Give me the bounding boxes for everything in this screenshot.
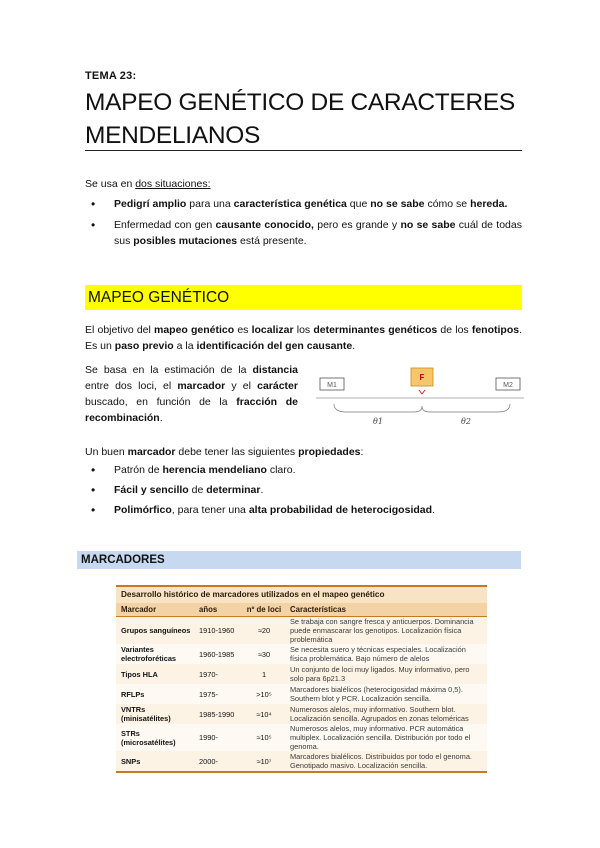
list-item: • Pedigrí amplio para una característica genética que no se sabe cómo se hereda. bbox=[85, 196, 522, 212]
properties-lead: Un buen marcador debe tener las siguientes propiedades: bbox=[85, 446, 364, 458]
table-cell: STRs (microsatélites) bbox=[121, 728, 176, 747]
table-row bbox=[116, 704, 487, 724]
table-cell: Marcadores bialélicos. Distribuidos por todo el genoma. Genotipado masivo. Localización sencilla. bbox=[290, 752, 472, 770]
situations-list bbox=[85, 196, 522, 254]
table-cell: >10⁵ bbox=[256, 689, 272, 699]
table-cell: 2000- bbox=[199, 756, 218, 766]
table-cell: RFLPs bbox=[121, 689, 145, 699]
table-cell: Marcadores bialélicos (heterocigosidad máxima 0,5). Southern blot y PCR. Localización sencilla. bbox=[290, 685, 463, 703]
properties-list bbox=[85, 462, 522, 522]
table-header-cell: nº de loci bbox=[246, 605, 282, 614]
estimation-paragraph: Se basa en la estimación de la distancia entre dos loci, el marcador y el carácter buscado, en función de la fracción de recombinación. bbox=[85, 364, 298, 424]
title-underline bbox=[85, 150, 522, 151]
table-row bbox=[116, 724, 487, 751]
table-cell: 1960-1985 bbox=[199, 649, 235, 659]
table-cell: Se trabaja con sangre fresca y anticuerpos. Dominancia puede enmascarar los genotipos. Localización física problemática bbox=[290, 617, 474, 644]
table-cell: ≈30 bbox=[257, 649, 271, 659]
title-line-2: MENDELIANOS bbox=[85, 122, 261, 149]
table-header-row bbox=[116, 603, 487, 617]
table-cell: VNTRs (minisatélites) bbox=[121, 705, 171, 723]
trait-f-label: F bbox=[419, 373, 425, 382]
recombination-diagram bbox=[316, 362, 526, 432]
table-cell: ≈10⁷ bbox=[256, 756, 272, 766]
list-item: • Fácil y sencillo de determinar. bbox=[85, 482, 522, 498]
table-cell: 1970- bbox=[199, 669, 218, 679]
table-cell: Variantes electroforéticas bbox=[121, 645, 177, 663]
objective-paragraph: El objetivo del mapeo genético es localizar los determinantes genéticos de los fenotipos. Es un paso previo a la identificación del gen causante. bbox=[85, 324, 522, 352]
list-item: • Polimórfico, para tener una alta probabilidad de heterocigosidad. bbox=[85, 502, 522, 518]
table-cell: 1 bbox=[261, 669, 267, 679]
section-heading-marcadores: MARCADORES bbox=[77, 551, 521, 569]
table-title: Desarrollo histórico de marcadores utilizados en el mapeo genético bbox=[116, 585, 487, 603]
intro-lead: Se usa en dos situaciones: bbox=[85, 178, 211, 190]
marker-m2-label: M2 bbox=[503, 382, 513, 389]
table-row bbox=[116, 751, 487, 771]
trait-arrow bbox=[419, 390, 425, 394]
table-cell: 1990- bbox=[199, 733, 218, 742]
title-line-1: MAPEO GENÉTICO DE CARACTERES bbox=[85, 89, 515, 116]
table-body bbox=[116, 617, 487, 771]
page-title bbox=[85, 86, 522, 152]
table-cell: Tipos HLA bbox=[121, 669, 158, 679]
table-header-cell: años bbox=[199, 605, 218, 614]
markers-table bbox=[116, 585, 487, 773]
list-item: • Patrón de herencia mendeliano claro. bbox=[85, 462, 522, 478]
theta1-label: θ1 bbox=[373, 417, 383, 426]
theta2-label: θ2 bbox=[461, 417, 471, 426]
section-heading-mapeo: MAPEO GENÉTICO bbox=[85, 285, 522, 310]
table-cell: Un conjunto de loci muy ligados. Muy informativo, pero solo para 6p21.3 bbox=[290, 665, 470, 683]
table-cell: 1910-1960 bbox=[199, 626, 235, 635]
topic-number: TEMA 23: bbox=[85, 70, 137, 82]
table-cell: 1975- bbox=[199, 689, 218, 699]
table-cell: Numerosos alelos, muy informativo. Southern blot. Localización sencilla. Agrupados en zonas teloméricas bbox=[290, 705, 469, 723]
table-cell: ≈20 bbox=[257, 626, 271, 635]
table-row bbox=[116, 644, 487, 664]
table-cell: Se necesita suero y técnicas especiales. Localización física problemática. Bajo número de alelos bbox=[290, 645, 466, 663]
table-header-cell: Características bbox=[290, 605, 346, 614]
table-row bbox=[116, 684, 487, 704]
table-cell: ≈10⁵ bbox=[256, 733, 272, 742]
table-bottom-rule bbox=[116, 771, 487, 773]
table-row bbox=[116, 664, 487, 684]
marker-m1-label: M1 bbox=[327, 382, 337, 389]
list-item: • Enfermedad con gen causante conocido, pero es grande y no se sabe cuál de todas sus posibles mutaciones está presente. bbox=[85, 217, 522, 249]
table-cell: Grupos sanguíneos bbox=[121, 626, 191, 635]
table-header-cell: Marcador bbox=[121, 605, 157, 614]
table-cell: SNPs bbox=[121, 756, 141, 766]
distance-brace bbox=[334, 404, 510, 412]
table-row bbox=[116, 617, 487, 644]
table-cell: ≈10⁴ bbox=[256, 709, 272, 719]
table-cell: 1985-1990 bbox=[199, 709, 235, 719]
table-cell: Numerosos alelos, muy informativo. PCR automática multiplex. Localización sencilla. Distribución por todo el genoma. bbox=[290, 724, 471, 751]
